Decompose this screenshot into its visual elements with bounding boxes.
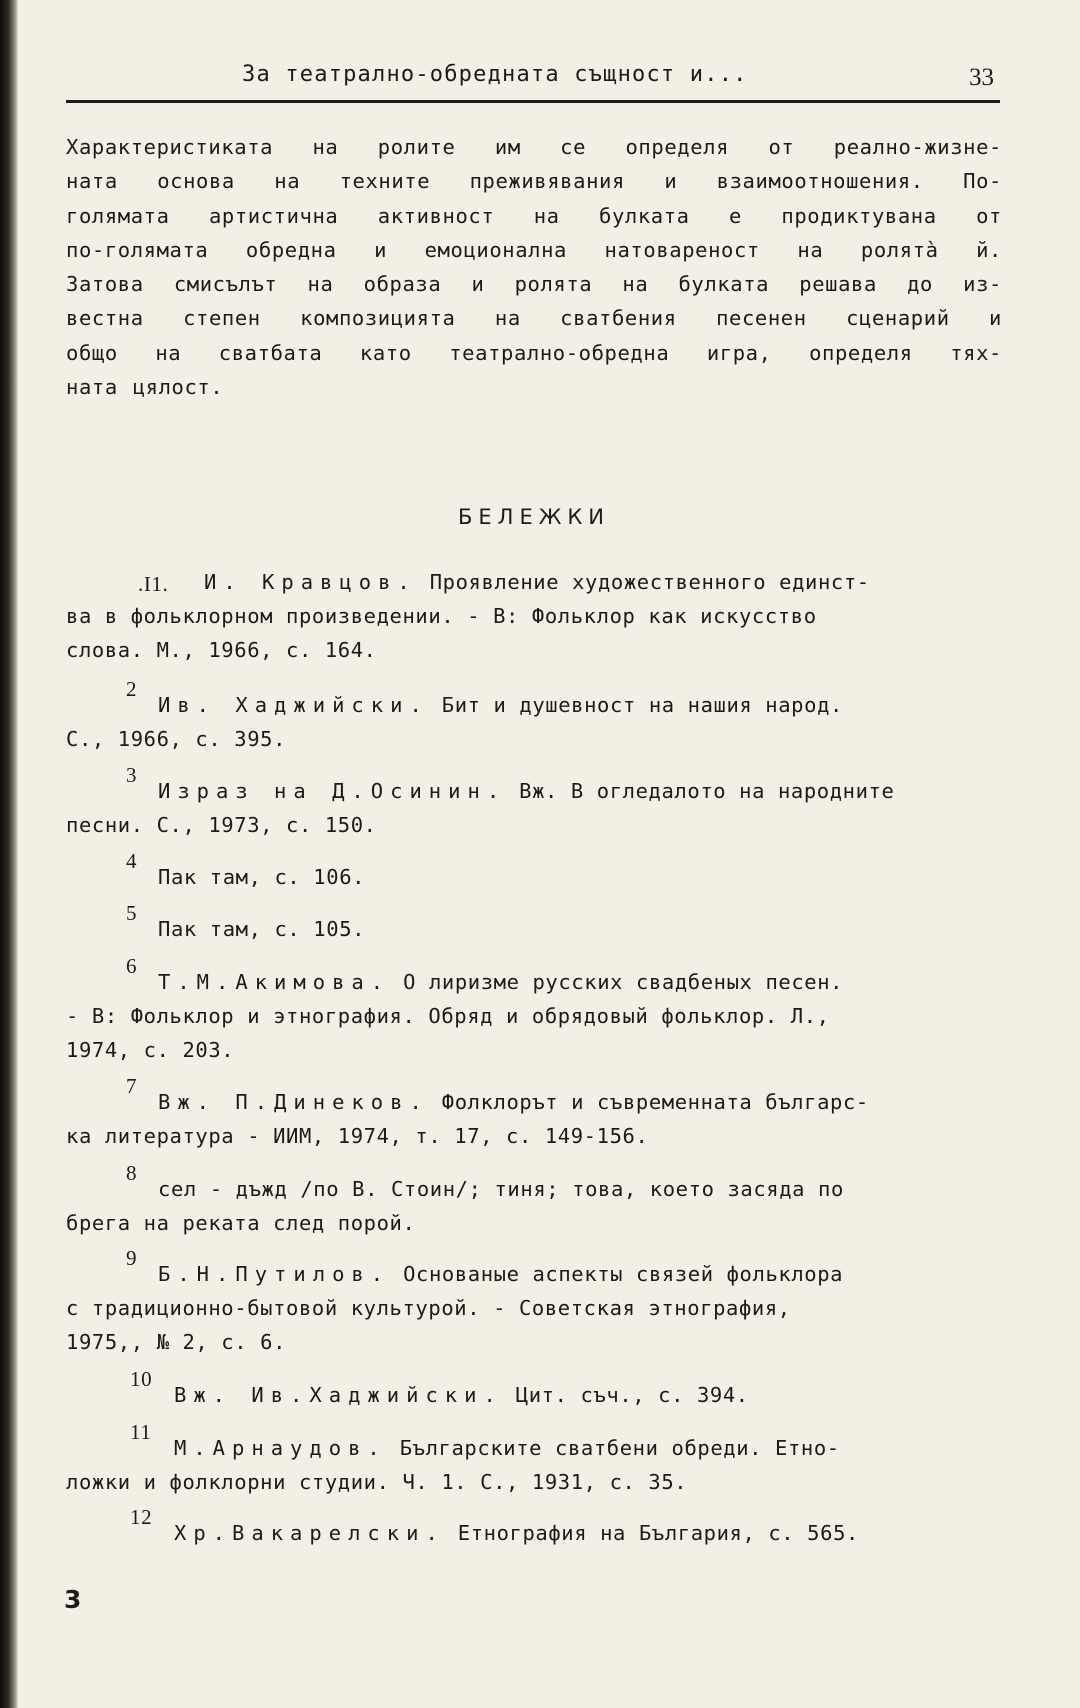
footnote-text: С., 1966, с. 395. — [66, 727, 287, 751]
footnote-marker: 12 — [130, 1505, 153, 1529]
footnote-marker: 9 — [126, 1246, 138, 1270]
footnote-text: 1975,, № 2, с. 6. — [66, 1330, 287, 1354]
notes-heading: БЕЛЕЖКИ — [458, 505, 610, 529]
footnote-7 — [66, 1074, 1002, 1154]
footnote-text: Цит. съч., с. 394. — [515, 1383, 749, 1407]
footnote-text: Етнография на България, с. 565. — [457, 1521, 859, 1545]
footnote-text: с традиционно-бытовой культурой. - Советская этнография, — [66, 1296, 791, 1320]
footnote-marker: 8 — [126, 1161, 138, 1185]
footnote-text: ка литература - ИИМ, 1974, т. 17, с. 149-156. — [66, 1124, 649, 1148]
footnote-5 — [66, 901, 1002, 947]
footnote-9 — [66, 1246, 1002, 1360]
running-header — [66, 62, 1000, 103]
footnote-author: И. Кравцов. — [204, 570, 417, 594]
footnote-marker: 7 — [126, 1074, 138, 1098]
footnote-text: брега на реката след порой. — [66, 1211, 416, 1235]
footnote-marker: 10 — [130, 1367, 153, 1391]
body-line: вестна степен композицията на сватбения песенен сценарий и — [66, 306, 1002, 331]
footnote-marker: .I1. — [138, 572, 169, 596]
footnote-marker: 3 — [126, 763, 138, 787]
running-title: За театрално-обредната същност и... — [242, 62, 748, 87]
footnote-author: Израз на Д.Осинин. — [158, 779, 507, 803]
footnote-text: слова. М., 1966, с. 164. — [66, 638, 377, 662]
footnote-12 — [66, 1505, 1002, 1551]
body-line: ната цялост. — [66, 375, 224, 400]
footnote-text: Българските сватбени обреди. Етно- — [399, 1436, 840, 1460]
footnote-8 — [66, 1161, 1002, 1241]
footnote-text: Вж. В огледалото на народните — [519, 779, 895, 803]
footnote-text: О лиризме русских свадбеных песен. — [403, 970, 844, 994]
body-line: ната основа на техните преживявания и взаимоотношения. По- — [66, 169, 1002, 194]
footnote-text: сел - дъжд /по В. Стоин/; тиня; това, което засяда по — [158, 1177, 844, 1201]
footnote-text: песни. С., 1973, с. 150. — [66, 813, 377, 837]
footnote-text: Фолклорът и съвременната българс- — [441, 1090, 869, 1114]
footnote-author: Б.Н.Путилов. — [158, 1262, 391, 1286]
signature-number: 3 — [64, 1585, 82, 1614]
footnote-1 — [66, 570, 1002, 680]
footnote-marker: 2 — [126, 677, 138, 701]
book-spine-shadow — [0, 0, 18, 1708]
footnote-6 — [66, 954, 1002, 1068]
footnote-marker: 4 — [126, 849, 138, 873]
footnote-text: ва в фольклорном произведении. - В: Фольклор как искусство — [66, 604, 817, 628]
footnote-author: Т.М.Акимова. — [158, 970, 391, 994]
footnote-11 — [66, 1420, 1002, 1500]
body-line: Характеристиката на ролите им се определя от реално-жизне- — [66, 135, 1002, 159]
footnote-text: Проявление художественного единст- — [429, 570, 870, 594]
body-line: по-голямата обредна и емоционална натовареност на ролята̀ й. — [66, 237, 1002, 262]
footnote-author: М.Арнаудов. — [174, 1436, 387, 1460]
footnote-marker: 5 — [126, 901, 138, 925]
body-paragraph — [66, 130, 1002, 404]
footnote-author: Ив. Хаджийски. — [158, 693, 429, 717]
footnote-author: Вж. П.Динеков. — [158, 1090, 429, 1114]
footnote-author: Хр.Вакарелски. — [174, 1521, 445, 1545]
footnote-text: Пак там, с. 105. — [158, 917, 366, 941]
footnote-10 — [66, 1367, 1002, 1413]
body-line: Затова смисълът на образа и ролята на булката решава до из- — [66, 272, 1002, 297]
footnote-text: Бит и душевност на нашия народ. — [441, 693, 843, 717]
footnote-text: 1974, с. 203. — [66, 1038, 235, 1062]
footnote-marker: 6 — [126, 954, 138, 978]
body-line: общо на сватбата като театрално-обредна игра, определя тях- — [66, 340, 1002, 365]
footnote-text: - В: Фольклор и этнография. Обряд и обрядовый фольклор. Л., — [66, 1004, 830, 1028]
footnote-text: Пак там, с. 106. — [158, 865, 366, 889]
book-page — [66, 0, 1006, 1708]
footnote-marker: 11 — [130, 1420, 152, 1444]
footnote-text: ложки и фолклорни студии. Ч. 1. С., 1931, с. 35. — [66, 1470, 688, 1494]
footnote-3 — [66, 763, 1002, 843]
footnote-2 — [66, 677, 1002, 757]
body-line: голямата артистична активност на булката е продиктувана от — [66, 203, 1002, 228]
footnote-text: Основаные аспекты связей фольклора — [403, 1262, 844, 1286]
page-number: 33 — [969, 64, 994, 91]
footnote-author: Вж. Ив.Хаджийски. — [174, 1383, 503, 1407]
footnote-4 — [66, 849, 1002, 895]
